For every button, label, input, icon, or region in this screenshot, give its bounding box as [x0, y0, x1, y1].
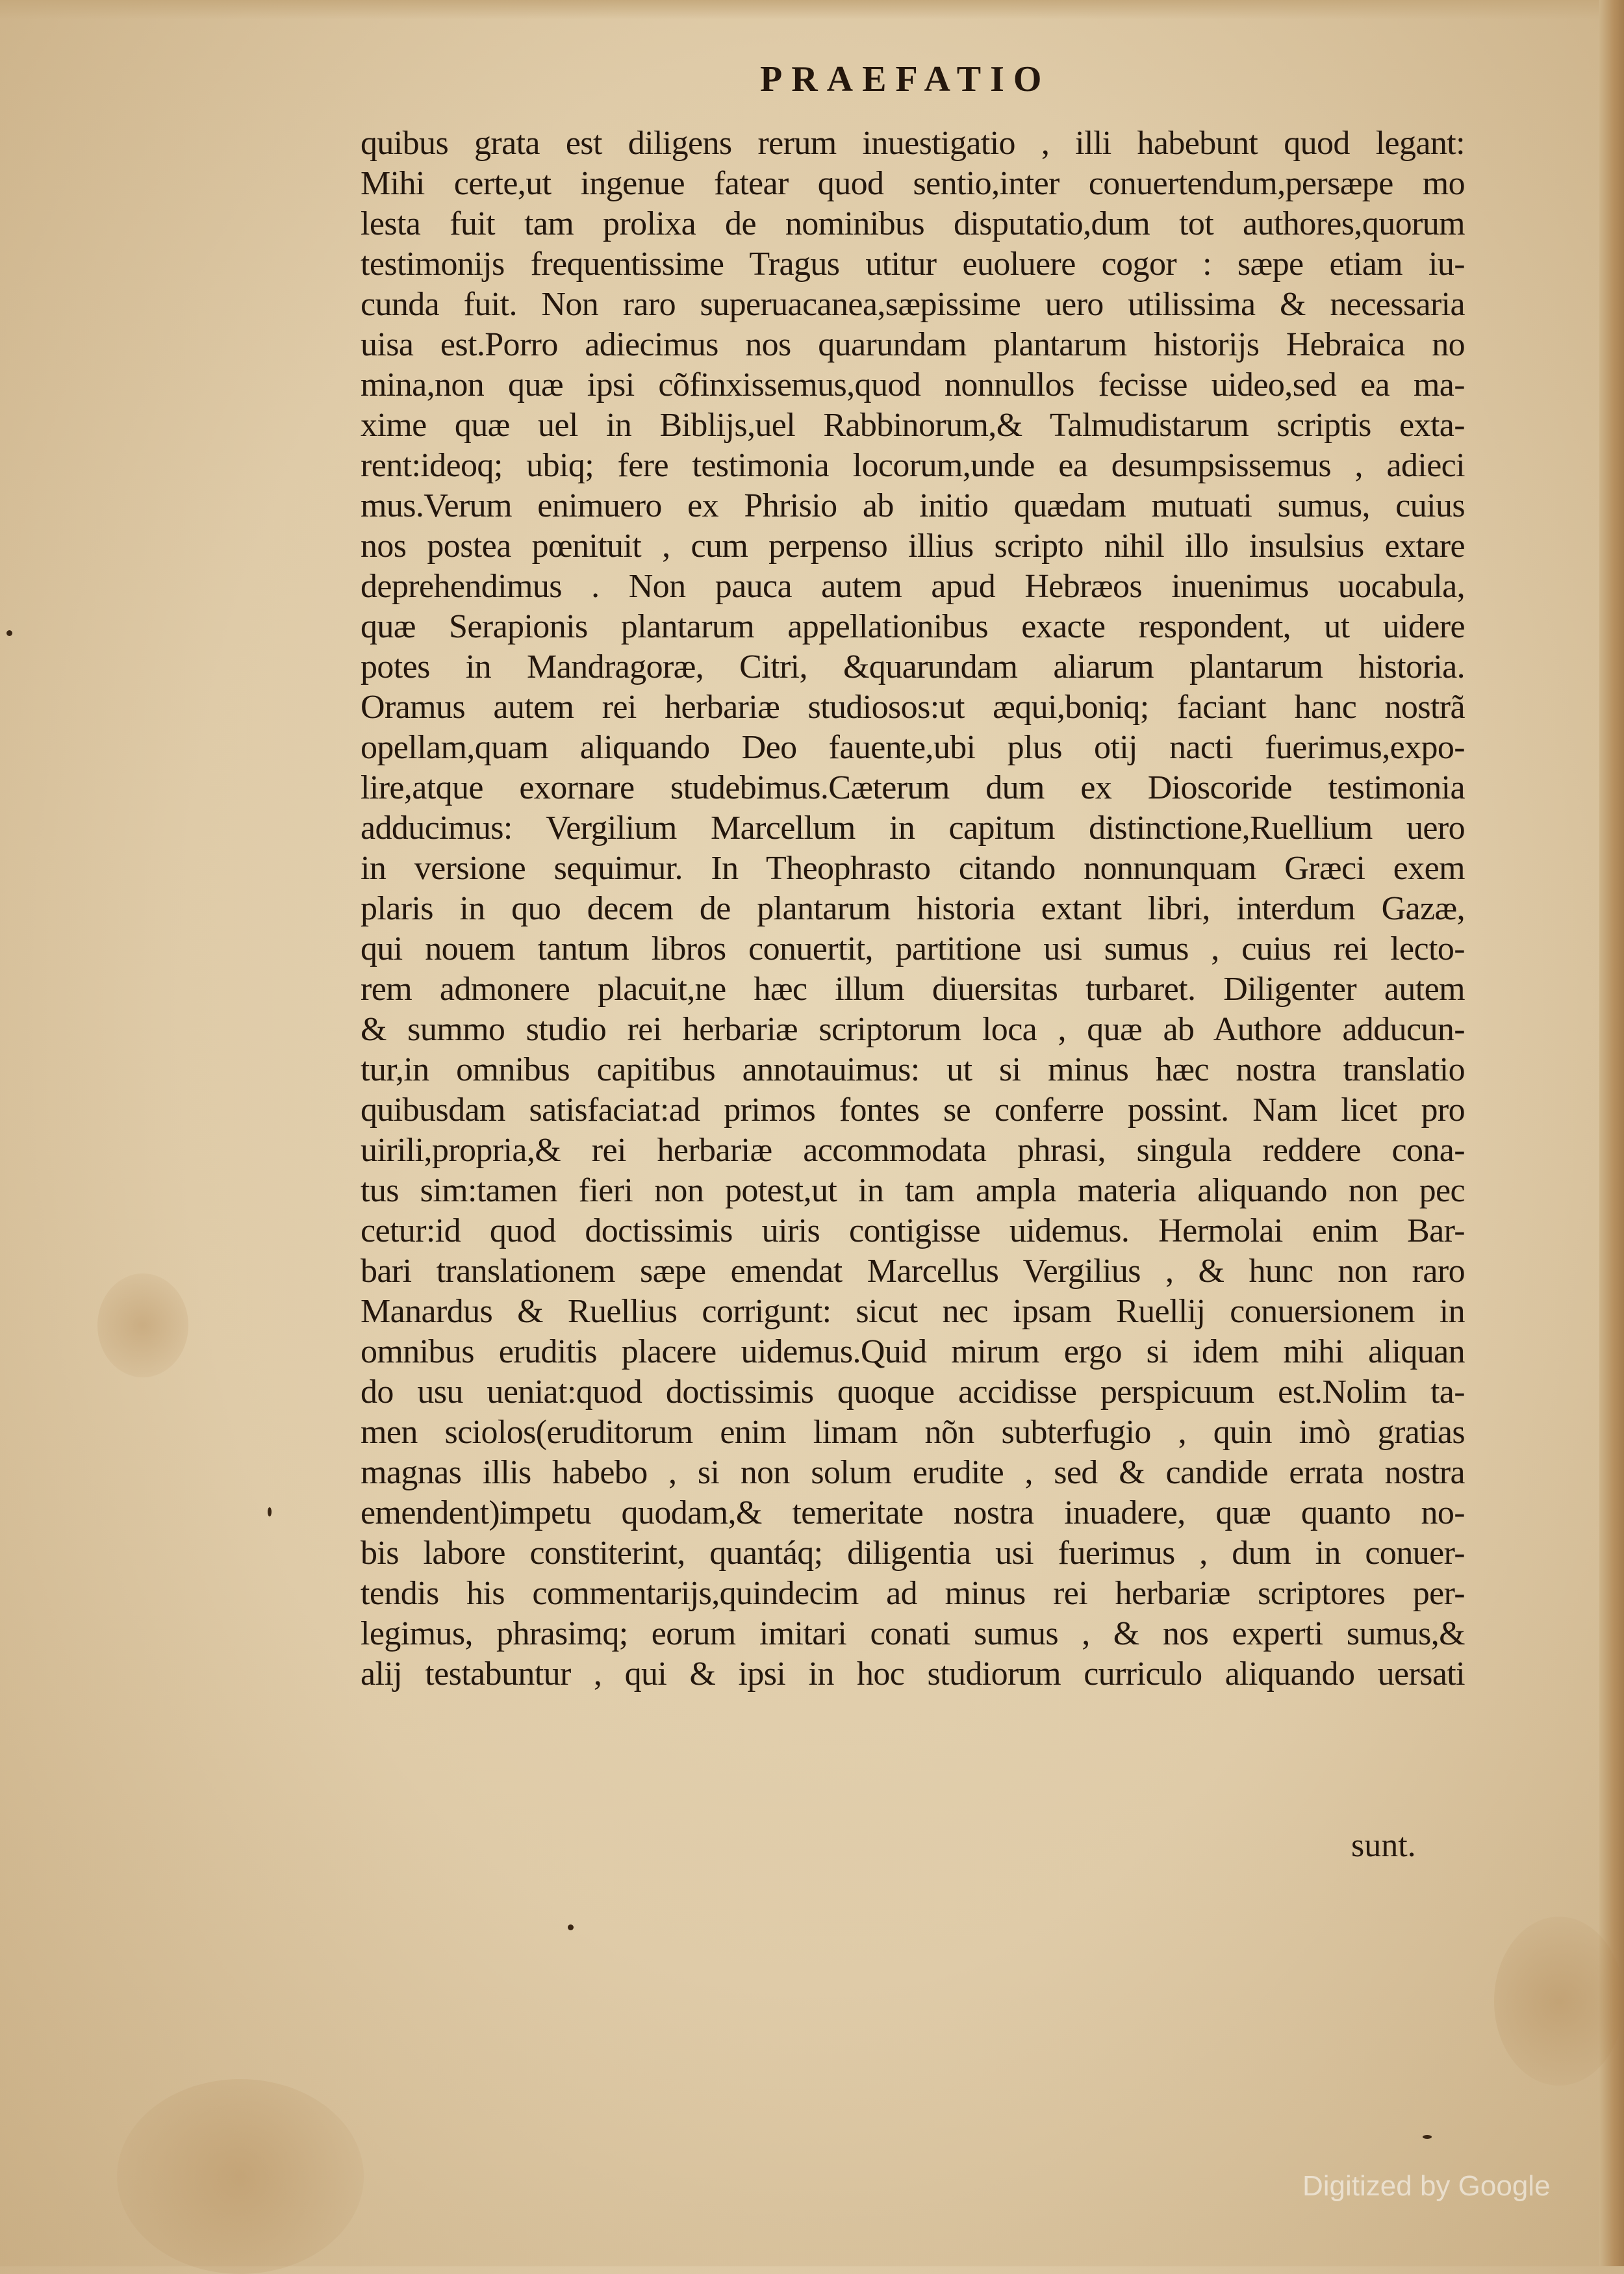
text-line: lire,atque exornare studebimus.Cæterum dum ex Dioscoride testimonia	[361, 769, 1465, 806]
ink-speck	[6, 630, 12, 636]
text-line: tus sim:tamen fieri non potest,ut in tam ampla materia aliquando non pec	[361, 1172, 1465, 1209]
text-line: potes in Mandragoræ, Citri, &quarundam aliarum plantarum historia.	[361, 648, 1465, 685]
text-line: uirili,propria,& rei herbariæ accommodata phrasi, singula reddere cona-	[361, 1132, 1465, 1169]
text-line: legimus, phrasimq; eorum imitari conati sumus , & nos experti sumus,&	[361, 1615, 1465, 1652]
running-head: PRAEFATIO	[760, 59, 1051, 99]
text-line: alij testabuntur , qui & ipsi in hoc studiorum curriculo aliquando uersati	[361, 1655, 1465, 1693]
text-line: mus.Verum enimuero ex Phrisio ab initio quædam mutuati sumus, cuius	[361, 487, 1465, 524]
text-line: quibusdam satisfaciat:ad primos fontes se conferre possint. Nam licet pro	[361, 1092, 1465, 1129]
text-line: do usu ueniat:quod doctissimis quoque accidisse perspicuum est.Nolim ta-	[361, 1373, 1465, 1411]
text-line: rent:ideoq; ubiq; fere testimonia locorum,unde ea desumpsissemus , adieci	[361, 447, 1465, 484]
text-line: plaris in quo decem de plantarum historia extant libri, interdum Gazæ,	[361, 890, 1465, 927]
paper-stain	[1494, 1917, 1624, 2086]
paper-stain	[117, 2079, 364, 2274]
text-line: men sciolos(eruditorum enim limam nõn subterfugio , quin imò gratias	[361, 1414, 1465, 1451]
ink-speck	[1423, 2135, 1432, 2139]
text-line: testimonijs frequentissime Tragus utitur euoluere cogor : sæpe etiam iu-	[361, 246, 1465, 283]
text-line: deprehendimus . Non pauca autem apud Hebræos inuenimus uocabula,	[361, 568, 1465, 605]
text-line: Oramus autem rei herbariæ studiosos:ut æqui,boniq; faciant hanc nostrã	[361, 689, 1465, 726]
catchword: sunt.	[1351, 1827, 1416, 1864]
text-line: & summo studio rei herbariæ scriptorum loca , quæ ab Authore adducun-	[361, 1011, 1465, 1048]
ink-speck	[568, 1924, 574, 1930]
text-line: in versione sequimur. In Theophrasto citando nonnunquam Græci exem	[361, 850, 1465, 887]
text-line: qui nouem tantum libros conuertit, partitione usi sumus , cuius rei lecto-	[361, 930, 1465, 967]
paper-stain	[97, 1273, 188, 1377]
text-line: Mihi certe,ut ingenue fatear quod sentio,inter conuertendum,persæpe mo	[361, 165, 1465, 202]
text-line: Manardus & Ruellius corrigunt: sicut nec ipsam Ruellij conuersionem in	[361, 1293, 1465, 1330]
text-line: opellam,quam aliquando Deo fauente,ubi plus otij nacti fuerimus,expo-	[361, 729, 1465, 766]
text-line: quibus grata est diligens rerum inuestigatio , illi habebunt quod legant:	[361, 125, 1465, 162]
text-line: bis labore constiterint, quantáq; diligentia usi fuerimus , dum in conuer-	[361, 1535, 1465, 1572]
ink-speck	[268, 1507, 272, 1516]
text-line: tur,in omnibus capitibus annotauimus: ut si minus hæc nostra translatio	[361, 1051, 1465, 1088]
text-line: magnas illis habebo , si non solum erudite , sed & candide errata nostra	[361, 1454, 1465, 1491]
text-line: bari translationem sæpe emendat Marcellus Vergilius , & hunc non raro	[361, 1253, 1465, 1290]
text-line: emendent)impetu quodam,& temeritate nostra inuadere, quæ quanto no-	[361, 1494, 1465, 1531]
text-line: rem admonere placuit,ne hæc illum diuersitas turbaret. Diligenter autem	[361, 971, 1465, 1008]
body-text	[361, 123, 1465, 1694]
page-top-edge	[0, 0, 1624, 19]
text-line: nos postea pœnituit , cum perpenso illius scripto nihil illo insulsius extare	[361, 528, 1465, 565]
digitized-watermark: Digitized by Google	[1302, 2170, 1551, 2202]
text-line: tendis his commentarijs,quindecim ad minus rei herbariæ scriptores per-	[361, 1575, 1465, 1612]
text-line: uisa est.Porro adiecimus nos quarundam plantarum historijs Hebraica no	[361, 326, 1465, 363]
text-line: adducimus: Vergilium Marcellum in capitum distinctione,Ruellium uero	[361, 810, 1465, 847]
text-line: omnibus eruditis placere uidemus.Quid mirum ergo si idem mihi aliquan	[361, 1333, 1465, 1370]
text-line: lesta fuit tam prolixa de nominibus disputatio,dum tot authores,quorum	[361, 205, 1465, 242]
text-line: cetur:id quod doctissimis uiris contigisse uidemus. Hermolai enim Bar-	[361, 1212, 1465, 1249]
text-line: quæ Serapionis plantarum appellationibus exacte respondent, ut uidere	[361, 608, 1465, 645]
page-right-edge	[1599, 0, 1624, 2266]
text-line: mina,non quæ ipsi cõfinxissemus,quod nonnullos fecisse uideo,sed ea ma-	[361, 366, 1465, 403]
text-line: cunda fuit. Non raro superuacanea,sæpissime uero utilissima & necessaria	[361, 286, 1465, 323]
text-line: xime quæ uel in Biblijs,uel Rabbinorum,& Talmudistarum scriptis exta-	[361, 407, 1465, 444]
